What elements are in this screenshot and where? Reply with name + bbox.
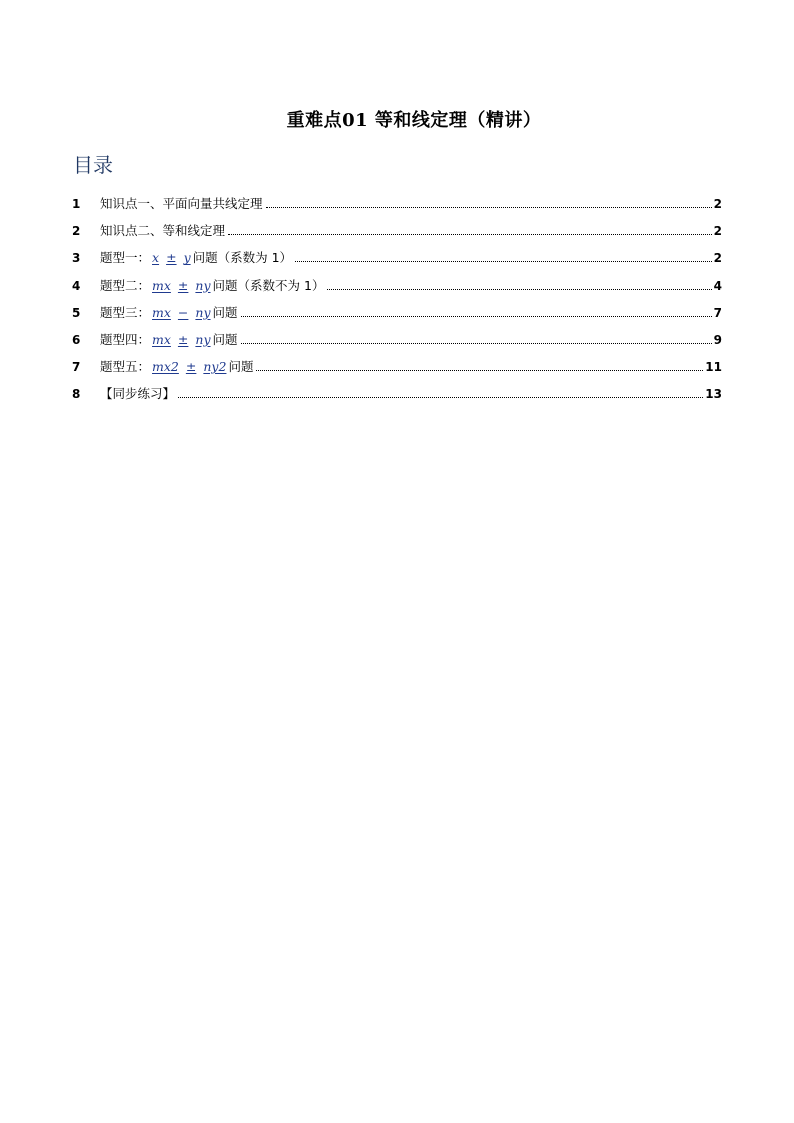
toc-entry[interactable]: [72, 326, 722, 353]
toc-entry-label[interactable]: [100, 299, 238, 326]
toc-dot-leader: [241, 343, 712, 344]
toc-dot-leader: [241, 316, 712, 317]
math-variable: x: [152, 250, 160, 266]
toc-entry-page[interactable]: 2: [713, 197, 722, 211]
toc-dot-leader: [228, 234, 712, 235]
toc-entry-label[interactable]: [100, 353, 253, 380]
toc-entry-page[interactable]: 11: [705, 360, 722, 375]
toc-entry-number: 2: [72, 224, 81, 239]
math-operator: ±: [166, 250, 177, 266]
math-variable: ny: [195, 304, 211, 320]
toc-entry-page[interactable]: 13: [705, 387, 722, 402]
toc-entry-number: 7: [72, 360, 81, 375]
math-variable: mx: [152, 277, 171, 293]
math-operator: ±: [185, 359, 197, 375]
toc-heading: 目录: [73, 153, 113, 177]
math-variable: mx: [152, 331, 171, 347]
math-operator: ±: [177, 331, 189, 347]
toc-entry-number: 8: [72, 387, 81, 402]
toc-entry-label[interactable]: [100, 190, 263, 217]
toc-entry-number: 6: [72, 332, 81, 347]
math-operator: −: [177, 304, 189, 320]
toc-dot-leader: [266, 207, 712, 208]
math-variable: mx: [152, 304, 171, 320]
toc-entry[interactable]: [72, 244, 722, 271]
table-of-contents: [72, 190, 722, 408]
toc-entry-label[interactable]: [100, 326, 238, 353]
math-variable: y: [183, 250, 191, 266]
toc-entry-number: 5: [72, 305, 81, 320]
toc-entry[interactable]: [72, 217, 722, 244]
toc-entry-label[interactable]: [100, 380, 175, 407]
toc-entry-page[interactable]: 4: [713, 278, 722, 293]
toc-entry-text: 题型二：: [100, 277, 151, 293]
toc-entry-number: 3: [72, 251, 81, 266]
toc-dot-leader: [178, 397, 703, 398]
toc-entry-text: 【同步练习】: [100, 386, 176, 402]
math-operator: ±: [177, 277, 189, 293]
toc-entry-text: 问题（系数不为 1）: [212, 277, 325, 293]
toc-dot-leader: [256, 370, 703, 371]
toc-entry-number: 4: [72, 278, 81, 293]
toc-entry-text: 问题: [228, 359, 254, 375]
toc-entry-number: 1: [72, 197, 81, 211]
toc-entry-page[interactable]: 9: [713, 332, 722, 347]
toc-entry-page[interactable]: 2: [713, 224, 722, 239]
toc-entry-label[interactable]: [100, 244, 292, 271]
math-variable: ny2: [203, 359, 227, 375]
toc-entry-text: 题型五：: [100, 359, 151, 375]
toc-entry[interactable]: [72, 299, 722, 326]
toc-dot-leader: [327, 289, 711, 290]
math-variable: mx2: [152, 359, 179, 375]
toc-entry[interactable]: [72, 190, 722, 217]
math-variable: ny: [195, 277, 211, 293]
toc-entry-text: 知识点二、等和线定理: [100, 223, 226, 239]
toc-entry-label[interactable]: [100, 217, 225, 244]
toc-entry-text: 题型四：: [100, 331, 151, 347]
document-title: 重难点01 等和线定理（精讲）: [286, 110, 542, 132]
toc-entry-text: 题型三：: [100, 304, 151, 320]
math-variable: ny: [195, 331, 211, 347]
toc-entry-page[interactable]: 2: [713, 251, 722, 266]
toc-entry-text: 题型一：: [100, 250, 151, 266]
toc-entry[interactable]: [72, 380, 722, 407]
toc-entry[interactable]: [72, 353, 722, 380]
toc-entry-label[interactable]: [100, 272, 324, 299]
toc-entry-text: 问题（系数为 1）: [192, 250, 293, 266]
toc-entry[interactable]: [72, 272, 722, 299]
toc-dot-leader: [295, 261, 712, 262]
toc-entry-text: 知识点一、平面向量共线定理: [100, 196, 263, 211]
toc-entry-text: 问题: [212, 304, 238, 320]
toc-entry-page[interactable]: 7: [713, 305, 722, 320]
toc-entry-text: 问题: [212, 331, 238, 347]
